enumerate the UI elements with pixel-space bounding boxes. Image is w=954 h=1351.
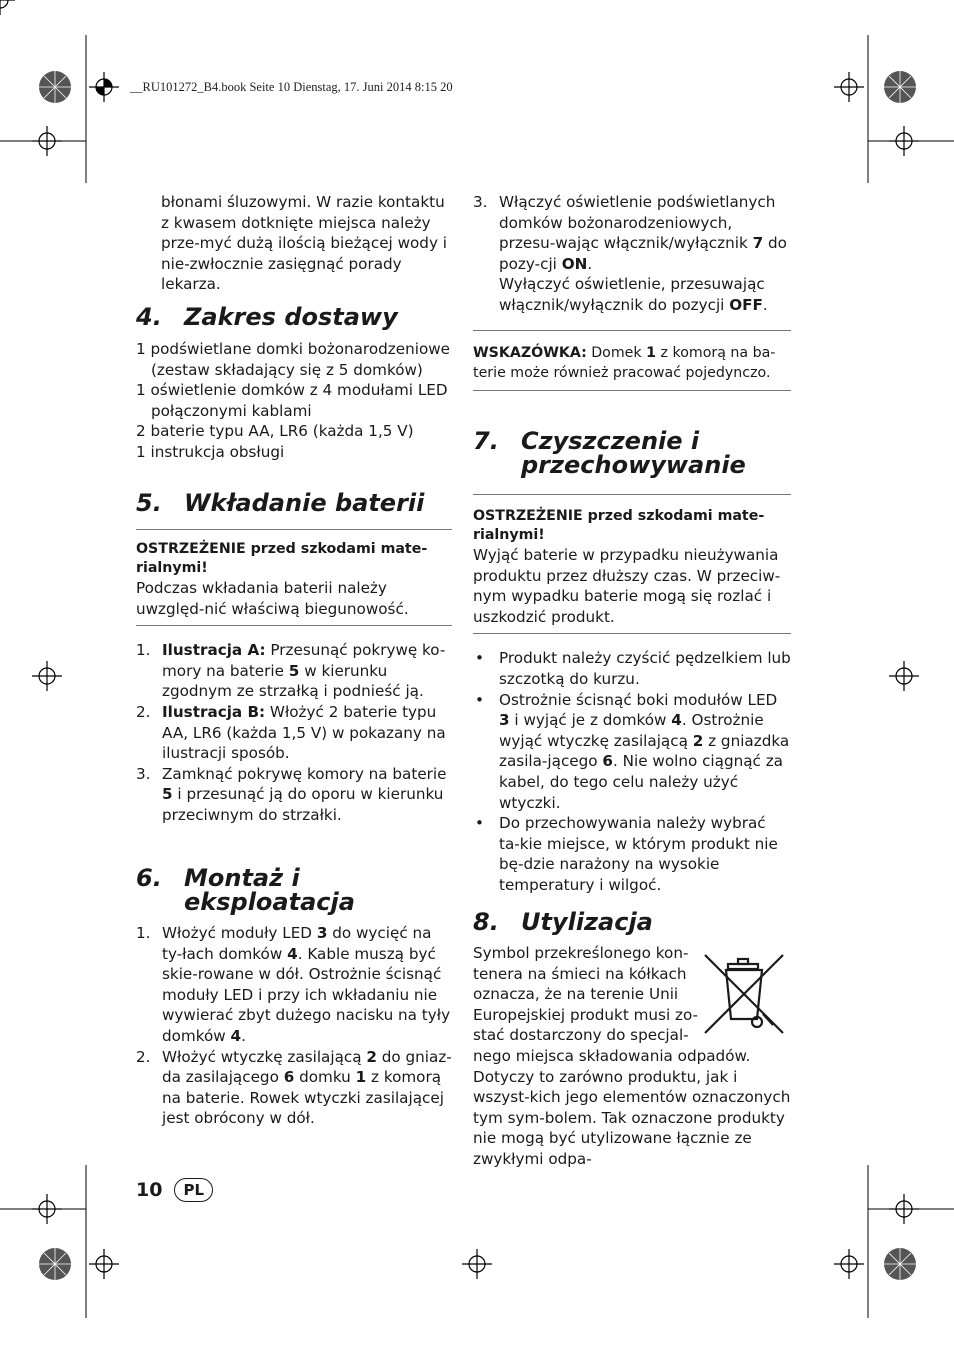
section-czyszczenie bbox=[473, 429, 791, 896]
warning-box: OSTRZEŻENIE przed szkodami mate-rialnymi! Wyjąć baterie w przypadku nieużywania produktu przez dłuższy czas. W przeciw-nym wypadku baterie mogą się rozlać i uszkodzić produkt. bbox=[473, 494, 791, 627]
steps-list bbox=[473, 192, 791, 316]
bullet-list bbox=[473, 648, 791, 895]
list-item: 3. Zamknąć pokrywę komory na baterie 5 i przesunąć ją do oporu w kierunku przeciwnym do strzałki. bbox=[136, 764, 447, 824]
steps-list bbox=[136, 923, 452, 1129]
list-item: 2. Włożyć wtyczkę zasilającą 2 do gniaz-da zasilającego 6 domku 1 z komorą na baterie. Rowek wtyczki zasilającej jest obrócony w dół. bbox=[136, 1047, 452, 1128]
list-item: 1. Włożyć moduły LED 3 do wycięć na ty-łach domków 4. Kable muszą być skie-rowane w dół. Ostrożnie ścisnąć moduły LED i przy ich wkładaniu nie wywierać zbyt dużego nacisku na tyły domków 4. bbox=[136, 924, 451, 1045]
list-item: 3. Włączyć oświetlenie podświetlanych domków bożonarodzeniowych, przesu-wając włącznik/wyłącznik 7 do pozy-cji ON. Wyłączyć oświetlenie, przesuwając włącznik/wyłącznik do pozycji OFF. bbox=[473, 193, 787, 314]
list-item: 2. Ilustracja B: Włożyć 2 baterie typu AA, LR6 (każda 1,5 V) w pokazany na ilustracji sposób. bbox=[136, 702, 446, 763]
crossed-out-wheelie-bin-icon bbox=[702, 951, 786, 1037]
list-item: 1. Ilustracja A: Przesunąć pokrywę ko-mory na baterie 5 w kierunku zgodnym ze strzałką i podnieść ją. bbox=[136, 641, 446, 701]
page-number: 10 bbox=[136, 1179, 163, 1201]
section-title: 8. Utylizacja bbox=[473, 908, 653, 936]
list-item: • Do przechowywania należy wybrać ta-kie miejsce, w którym produkt nie bę-dzie narażony na wysokie temperatury i wilgoć. bbox=[475, 814, 778, 894]
section-wkladanie-baterii bbox=[136, 491, 452, 826]
list-line: 2 baterie typu AA, LR6 (każda 1,5 V) bbox=[136, 422, 414, 441]
print-header: __RU101272_B4.book Seite 10 Dienstag, 17. Juni 2014 8:15 20 bbox=[130, 80, 453, 94]
list-line: (zestaw składający się z 5 domków) bbox=[151, 360, 423, 379]
note-box: WSKAZÓWKA: Domek 1 z komorą na ba-terie może również pracować pojedynczo. bbox=[473, 330, 791, 384]
section-zakres-dostawy bbox=[136, 305, 456, 463]
section-title: 5. Wkładanie baterii bbox=[136, 489, 425, 517]
section-step3 bbox=[473, 192, 791, 391]
delivery-list bbox=[136, 339, 456, 463]
page-footer bbox=[136, 1178, 213, 1202]
list-item: • Produkt należy czyścić pędzelkiem lub szczotką do kurzu. bbox=[475, 649, 791, 688]
list-line: 1 podświetlane domki bożonarodzeniowe bbox=[136, 340, 450, 358]
section-title: 6. Montaż i eksploatacja bbox=[136, 864, 355, 916]
list-line: połączonymi kablami bbox=[151, 401, 312, 420]
disposal-text: Symbol przekreślonego kon- tenera na śmieci na kółkach oznacza, że na terenie Unii Europejskiej produkt musi zo- stać dostarczony do specjal- nego miejsca składowania odpadów. Dotyczy to zarówno produktu, jak i wszyst-kich jego elementów oznaczonych tym sym-bolem. Tak oznaczone produkty nie mogą być utylizowane łącznie ze zwykłymi odpa- bbox=[473, 944, 791, 1168]
language-badge: PL bbox=[174, 1178, 213, 1202]
intro-text: błonami śluzowymi. W razie kontaktu z kwasem dotknięte miejsca należy prze-myć dużą ilością bieżącej wody i nie-zwłocznie zasięgnąć porady lekarza. bbox=[161, 193, 447, 294]
list-line: 1 oświetlenie domków z 4 modułami LED bbox=[136, 381, 448, 400]
section-title: 7. Czyszczenie i przechowywanie bbox=[473, 427, 746, 479]
section-utylizacja bbox=[473, 910, 791, 1170]
steps-list bbox=[136, 640, 452, 825]
list-item: • Ostrożnie ścisnąć boki modułów LED 3 i wyjąć je z domków 4. Ostrożnie wyjąć wtyczkę zasilającą 2 z gniazdka zasila-jącego 6. Nie wolno ciągnąć za kabel, do tego celu należy użyć wtyczki. bbox=[475, 690, 790, 812]
section-montaz bbox=[136, 866, 452, 1129]
list-line: 1 instrukcja obsługi bbox=[136, 442, 285, 461]
warning-box: OSTRZEŻENIE przed szkodami mate-rialnymi! Podczas wkładania baterii należy uwzględ-nić właściwą biegunowość. bbox=[136, 529, 452, 619]
section-title: 4. Zakres dostawy bbox=[136, 303, 398, 331]
